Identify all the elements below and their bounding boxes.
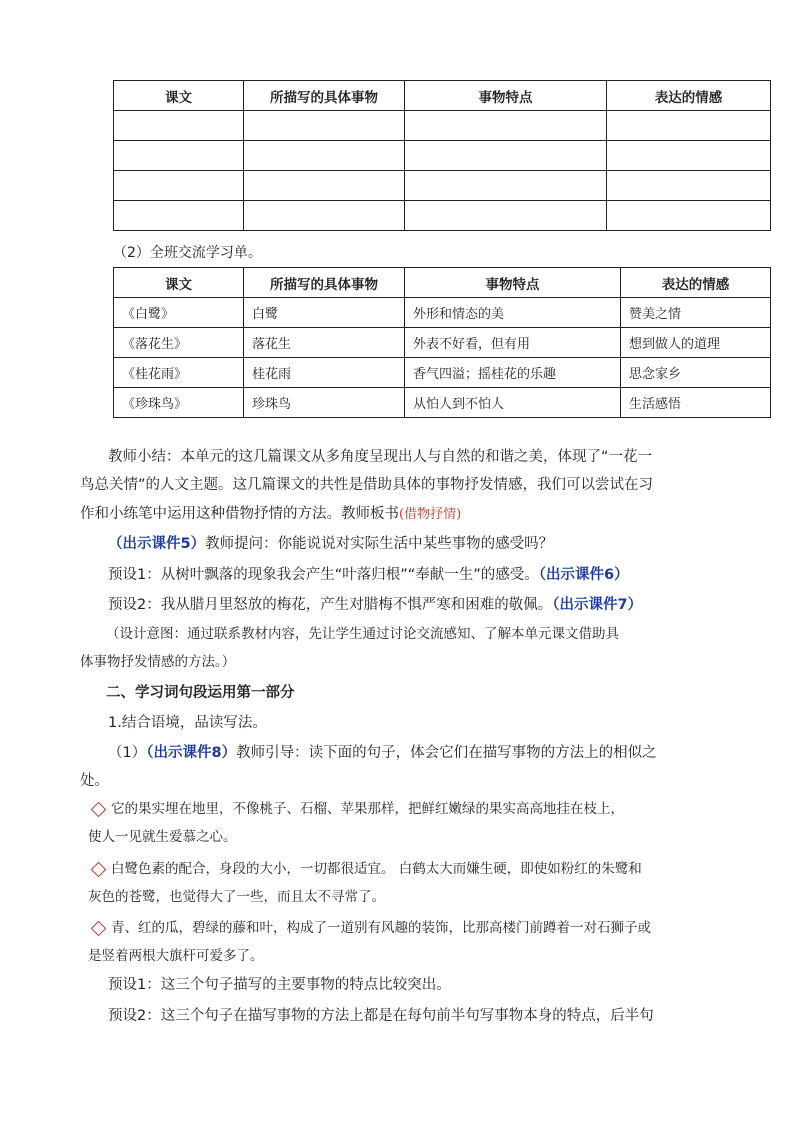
table-row xyxy=(114,201,771,231)
table-row xyxy=(114,141,771,171)
courseware-8-tag: （出示课件8） xyxy=(146,745,237,761)
table-cell: 《珍珠鸟》 xyxy=(114,388,244,418)
table-cell xyxy=(244,111,405,141)
table-row xyxy=(114,388,771,418)
board-writing: (借物抒情) xyxy=(399,507,462,522)
table-cell: 外形和情态的美 xyxy=(405,298,621,328)
preset-2-paragraph xyxy=(108,592,642,619)
example-sentence-3 xyxy=(88,914,728,970)
diamond-bullet-icon xyxy=(91,801,107,817)
table-cell xyxy=(405,201,607,231)
example-sentence-1 xyxy=(88,795,728,851)
table-cell xyxy=(405,111,607,141)
table-header-row xyxy=(114,268,771,298)
header-text: 课文 xyxy=(114,268,244,298)
table-cell xyxy=(607,141,771,171)
example-3-text: 青、红的瓜，碧绿的藤和叶，构成了一道别有风趣的装饰，比那高楼门前蹲着一对石狮子或 xyxy=(111,920,651,936)
table-row xyxy=(114,298,771,328)
header-object: 所描写的具体事物 xyxy=(244,81,405,111)
guide-text-1: 教师引导：读下面的句子，体会它们在描写事物的方法上的相似之 xyxy=(236,745,657,761)
table-cell xyxy=(114,141,244,171)
table-header-row xyxy=(114,81,771,111)
section-2-label: （2）全班交流学习单。 xyxy=(113,245,262,261)
table-cell: 《桂花雨》 xyxy=(114,358,244,388)
courseware-5-text: 教师提问：你能说说对实际生活中某些事物的感受吗？ xyxy=(205,536,554,552)
table-cell: 落花生 xyxy=(244,328,405,358)
table-cell: 思念家乡 xyxy=(621,358,771,388)
header-emotion: 表达的情感 xyxy=(621,268,771,298)
section-heading-2: 二、学习词句段运用第一部分 xyxy=(106,685,295,701)
table-cell xyxy=(244,171,405,201)
table-cell: 桂花雨 xyxy=(244,358,405,388)
example-2-text: 白鹭色素的配合，身段的大小，一切都很适宜。 白鹤太大而嫌生硬，即使如粉红的朱鹭和 xyxy=(111,861,642,877)
preset-2-text: 预设2：我从腊月里怒放的梅花，产生对腊梅不惧严寒和困难的敬佩。 xyxy=(108,597,553,613)
table-cell xyxy=(607,201,771,231)
table-cell xyxy=(244,201,405,231)
example-3-line-1 xyxy=(88,914,728,942)
table-cell xyxy=(607,111,771,141)
preset-1b-paragraph: 预设1：这三个句子描写的主要事物的特点比较突出。 xyxy=(108,977,451,993)
table-cell xyxy=(405,171,607,201)
example-1-line-2: 使人一见就生爱慕之心。 xyxy=(88,829,237,845)
header-text: 课文 xyxy=(114,81,244,111)
table-cell xyxy=(244,141,405,171)
table-row xyxy=(114,111,771,141)
table-cell: 生活感悟 xyxy=(621,388,771,418)
example-2-line-1 xyxy=(88,855,728,883)
summary-line-3-text: 作和小练笔中运用这种借物抒情的方法。教师板书 xyxy=(80,506,399,522)
header-object: 所描写的具体事物 xyxy=(244,268,405,298)
courseware-7-tag: （出示课件7） xyxy=(552,597,643,613)
summary-line-2: 鸟总关情”的人文主题。这几篇课文的共性是借助具体的事物抒发情感，我们可以尝试在习 xyxy=(80,477,654,493)
table-cell: 从怕人到不怕人 xyxy=(405,388,621,418)
worksheet-table-filled xyxy=(113,267,771,418)
table-cell: 《落花生》 xyxy=(114,328,244,358)
design-intent-line-1: （设计意图：通过联系教材内容，先让学生通过讨论交流感知、了解本单元课文借助具 xyxy=(106,626,619,642)
example-1-text: 它的果实埋在地里，不像桃子、石榴、苹果那样，把鲜红嫩绿的果实高高地挂在枝上， xyxy=(111,801,624,817)
courseware-6-tag: （出示课件6） xyxy=(538,567,629,583)
table-cell: 香气四溢；摇桂花的乐趣 xyxy=(405,358,621,388)
table-cell: 白鹭 xyxy=(244,298,405,328)
example-1-line-1 xyxy=(88,795,728,823)
item-1-label: 1.结合语境，品读写法。 xyxy=(108,715,267,731)
guide-number: （1） xyxy=(108,745,147,761)
table-cell xyxy=(114,171,244,201)
table-row xyxy=(114,171,771,201)
header-emotion: 表达的情感 xyxy=(607,81,771,111)
summary-line-3 xyxy=(80,501,461,528)
example-2-line-2: 灰色的苍鹭，也觉得大了一些，而且太不寻常了。 xyxy=(88,889,385,905)
diamond-bullet-icon xyxy=(91,861,107,877)
courseware-5-paragraph xyxy=(108,531,553,558)
table-cell: 《白鹭》 xyxy=(114,298,244,328)
table-cell: 赞美之情 xyxy=(621,298,771,328)
courseware-5-tag: （出示课件5） xyxy=(108,536,206,552)
worksheet-table-blank xyxy=(113,80,771,231)
diamond-bullet-icon xyxy=(91,920,107,936)
header-feature: 事物特点 xyxy=(405,268,621,298)
summary-line-1: 教师小结：本单元的这几篇课文从多角度呈现出人与自然的和谐之美，体现了“一花一 xyxy=(108,449,653,465)
design-intent-line-2: 体事物抒发情感的方法。） xyxy=(80,654,236,670)
example-3-line-2: 是竖着两根大旗杆可爱多了。 xyxy=(88,948,264,964)
header-feature: 事物特点 xyxy=(405,81,607,111)
table-cell xyxy=(114,201,244,231)
table-cell: 想到做人的道理 xyxy=(621,328,771,358)
preset-1-text: 预设1：从树叶飘落的现象我会产生“叶落归根”“奉献一生”的感受。 xyxy=(108,567,539,583)
guide-paragraph-line-2: 处。 xyxy=(80,773,109,789)
table-cell xyxy=(607,171,771,201)
table-cell xyxy=(405,141,607,171)
guide-paragraph-line-1 xyxy=(108,740,657,767)
table-row xyxy=(114,328,771,358)
table-row xyxy=(114,358,771,388)
preset-2b-paragraph: 预设2：这三个句子在描写事物的方法上都是在每句前半句写事物本身的特点，后半句 xyxy=(108,1008,654,1024)
preset-1-paragraph xyxy=(108,562,629,589)
table-cell xyxy=(114,111,244,141)
table-cell: 外表不好看，但有用 xyxy=(405,328,621,358)
example-sentence-2 xyxy=(88,855,728,911)
table-cell: 珍珠鸟 xyxy=(244,388,405,418)
